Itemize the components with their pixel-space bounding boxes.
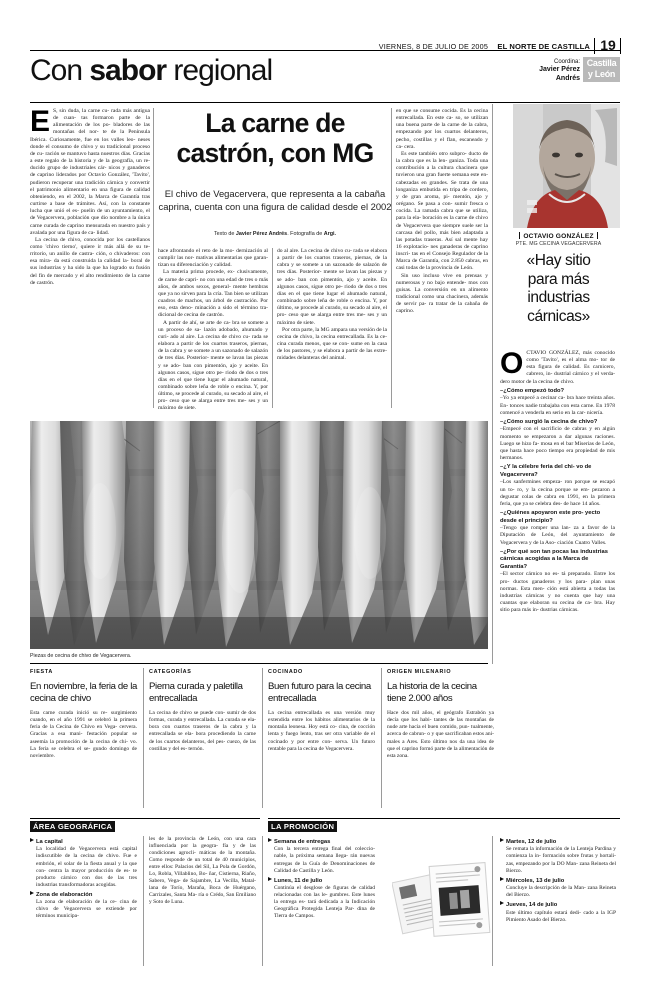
- bottom-column-area-geografica-2: [149, 836, 256, 906]
- coordinator-label: Coordina:: [553, 59, 580, 65]
- bottom-column-promocion-1: [268, 836, 375, 920]
- article-column-mid-1: [158, 248, 268, 413]
- feature-body: [30, 710, 137, 760]
- interview-question: –¿Cómo empezó todo?: [500, 387, 565, 394]
- bottom-body: [268, 846, 375, 874]
- bottom-subhead: [500, 877, 616, 885]
- bullet-triangle-icon: [30, 838, 34, 842]
- byline-author: Javier Pérez Andrés: [235, 231, 288, 237]
- feature-box-origen-milenario: [387, 668, 494, 760]
- bottom-subhead: [268, 877, 375, 885]
- bottom-rule-col-1: [143, 836, 144, 966]
- interview-answer: –Tengo que romper una lan- za a favor de la Diputación de León, del ayuntamiento de Vegacervera y de la Aso- ciación Cuatro Valles.: [500, 525, 615, 546]
- feature-kicker: COCINADO: [268, 669, 303, 675]
- bottom-body: [149, 836, 256, 906]
- feature-rule-3: [381, 668, 382, 808]
- masthead-bottom-rule: [30, 102, 620, 103]
- byline-mid: . Fotografía de: [287, 231, 324, 237]
- interview-question: –¿Cómo surgió la cecina de chivo?: [500, 418, 598, 425]
- bottom-body-text: Continúa el desglose de figuras de calidad relacionadas con las le- gumbres. Este lunes la entrega es- tará dedicada a la Indicación Geográfica Protegida Lenteja Par- dina de Tierra de Campos.: [274, 885, 375, 920]
- section-header-la-promocion: LA PROMOCIÓN: [268, 821, 337, 832]
- logo-line-2: y León: [587, 69, 616, 79]
- feature-box-fiesta: [30, 668, 137, 760]
- feature-box-categorias: [149, 668, 256, 753]
- section-title: [30, 54, 272, 88]
- interview-portrait-photo: [513, 104, 620, 228]
- bottom-rule-right: [268, 818, 620, 819]
- bottom-subhead-text: Semana de entregas: [274, 839, 331, 845]
- feature-headline: Buen futuro para la cecina entrecallada: [268, 681, 371, 704]
- bottom-rule-left: [30, 818, 260, 819]
- column-rule-3: [391, 108, 392, 408]
- bottom-body: [500, 885, 616, 899]
- publication-name: EL NORTE DE CASTILLA: [497, 42, 590, 51]
- feature-kicker: FIESTA: [30, 669, 53, 675]
- column-rule-2: [272, 248, 273, 408]
- feature-body: [268, 710, 375, 753]
- feature-body: [387, 710, 494, 760]
- paragraph: La materia prima procede, ex- clusivamente, de carne de capri- no con una edad de tres o más años, de ambos sexos, general- mente hembras que ya no sirven para la cría. Tan bien se utilizan cuadros de machos, un árbol de castración. Por eso, esta deno- minación a sido el término tra- dicional de cecina de castrón.: [158, 269, 268, 319]
- drop-cap: E: [30, 105, 51, 138]
- article-column-left: [30, 105, 150, 287]
- castilla-y-leon-logo: [583, 57, 620, 82]
- bottom-subhead-text: Lunes, 11 de julio: [274, 877, 323, 884]
- paragraph-text: S, sin duda, la carne cu- rada más antigua de cuan- tas formaron parte de la alimentación de los po- bladores de las montañas del nor- te de la Península Ibérica. Curiosamente, fue en los valles leo- neses donde el consumo de chivo y su tradicional proceso de cu- ración se mantuvo hasta nuestros días. Gracias a este regalo de la historia y de la geografía, un re- ducido grupo de industriales cár- nicos y ganaderos de caprino liderados por Octavio González, 'Tavito', pudieron recuperar una tradición cárnica y convertir el patrimonio alimentario en una figura de calidad obteniendo, en el 2002, la Marca de Garantía tras curtirse a base de trámites. Así, con la constante lucha que unió el es- puelín de un ayuntamiento, el de Vegacervera, población que dio nombre a la única carne curada de caprino mensurada en nuestro país y avalada por una figura de ca- lidad.: [30, 108, 150, 236]
- quote-line-1: «Hay sitio: [526, 252, 591, 269]
- byline-prefix: Texto de: [213, 231, 236, 237]
- bottom-column-promocion-2: [500, 836, 616, 924]
- bottom-subhead-text: Martes, 12 de julio: [506, 839, 557, 845]
- bullet-triangle-icon: [500, 838, 504, 842]
- paragraph: A partir de ahí, se arte de ca- bra se somete a un proceso de sa- lazón adobado, ahumado y curi- ado al aire. La cecina de chivo cu- rada se elabora a partir de los cuartos traseros, piernas, de la cabra y se somete a un sazonado de salazón de tres días. Posterior- mente se lavan las piezas y se ado- ban con pimentón, ajo y aceite. En algunos casos, sigue otro pe- riodo de dos o tres días en el que tiene lugar el ahumado natural, combinado sobre leña de roble o encina. Y, por último, se procede al curado, su secado al aire, el pro- ceso que se alarga entre tres me- ses y un máximo de siete.: [158, 319, 268, 412]
- feature-rule-2: [262, 668, 263, 808]
- bottom-subhead-text: Jueves, 14 de julio: [506, 902, 558, 909]
- interview-pull-quote: [497, 252, 620, 326]
- interview-answer: –Empecé con el sacrificio de cabras y en algún momento se empezaron a dar algunas raciones. Luego se hizo fa- mosa en el bar Miserias de León, que hasta hace poco tiempo era propiedad de mis hermanos.: [500, 426, 615, 462]
- drop-cap: O: [500, 347, 524, 380]
- interview-answer: –Yo ya empecé a cecinar ca- bra hace treinta años. En- tonces nadie trabajaba con esta carne. En 1978 comencé a venderla en serio en la car- nicería.: [500, 395, 615, 416]
- bottom-subhead: [500, 901, 616, 909]
- bottom-body: [30, 846, 137, 888]
- bullet-triangle-icon: [500, 901, 504, 905]
- page-number: 19: [600, 37, 616, 53]
- bottom-body: [30, 899, 137, 920]
- feature-rule-1: [143, 668, 144, 808]
- section-title-part-3: regional: [166, 54, 273, 87]
- promo-guide-photo: [392, 857, 492, 957]
- bottom-body-text: La zona de elaboración de la ce- cina de chivo de Vegacervera se extiende por términos municipa-: [36, 899, 137, 920]
- feature-headline: La historia de la cecina tiene 2.000 años: [387, 681, 477, 704]
- quote-line-3: industrias: [527, 289, 590, 306]
- bullet-triangle-icon: [30, 891, 34, 895]
- feature-kicker: ORIGEN MILENARIO: [387, 669, 452, 675]
- bottom-subhead: [30, 891, 137, 899]
- interview-answer: –El sector cárnico no es- tá preparado. Entre los pro- ductos ganaderos y los para- plan unas normas. Esta men- ción está abierta a todas las industrias cárnicas y no cuenta que hay una cuantas que elaboran su cecina de ca- bra. Hay sitio para más in- dustrias cárnicas.: [500, 571, 615, 614]
- masthead-divider-2: [620, 38, 621, 54]
- coordinator-name-line1: Javier Pérez: [539, 66, 580, 73]
- bottom-body-text: Con la tercera entrega final del coleccio- nable, la próxima semana llega- rán nuevas entregas de la Guía de Denominaciones de Calidad de Castilla y León.: [274, 846, 375, 874]
- feature-body-text: La cecina de chivo se puede con- sumir de dos formas, curada y entrecallada. La curada se ela- bora con cuartos traseros de la cabra y la entrecallada se ela- bora procediendo la carne de los cuartos delanteros, del pes- cuezo, de las costillas y del es- ternón.: [149, 710, 256, 752]
- interview-intro: [500, 347, 615, 386]
- article-headline: [160, 108, 390, 168]
- column-rule-1: [153, 108, 154, 408]
- interview-subject-name: [497, 232, 620, 241]
- bottom-subhead-text: Zona de elaboración: [36, 891, 93, 898]
- byline-photographer: Argi.: [323, 231, 337, 237]
- interview-question: –¿Quiénes apoyaron este pro- yecto desde el principio?: [500, 510, 601, 524]
- feature-boxes-top-rule: [30, 663, 488, 664]
- bottom-body: [268, 885, 375, 920]
- paragraph: [30, 105, 150, 237]
- section-title-part-1: Con: [30, 54, 90, 87]
- article-column-mid-2: [277, 248, 387, 363]
- rail-divider: [492, 104, 493, 664]
- feature-headline: En noviembre, la feria de la cecina de chivo: [30, 681, 137, 704]
- paragraph: La cecina de chivo, conocida por los castellanos como 'chivo tierno', quiere ir más allá de su te- rritorio, un anillo de castra- ción, o chivaderos: con esa mira- da está construida la calidad la- boral de sus industrias y ha sido la que ha logrado su fusión del fin de mercado y el alto rendimiento de la carne de castrón.: [30, 236, 150, 286]
- coordinator-credit: [539, 58, 580, 83]
- article-column-right: [396, 108, 488, 316]
- masthead-divider-1: [594, 38, 595, 54]
- feature-body: [149, 710, 256, 753]
- interview-name-text: OCTAVIO GONZÁLEZ: [523, 233, 594, 240]
- masthead-dateline: [379, 40, 590, 53]
- paragraph: en que se consume cocida. Es la cecina entrecallada. En este ca- so, se utilizan una buena parte de la carne de la cabra, empezando por los cuartos delanteros, pecho, costillas y el flan, escaneado y ca- cera.: [396, 108, 488, 150]
- bottom-body-text: Concluye la descripción de la Man- zana Reineta del Bierzo.: [506, 885, 616, 899]
- main-photo-hanging-cured-meat: [30, 421, 488, 649]
- section-header-area-geografica: ÁREA GEOGRÁFICA: [30, 821, 115, 832]
- logo-line-1: Castilla: [586, 58, 617, 68]
- main-photo-caption: Piezas de cecina de chivo de Vegacervera.: [30, 653, 132, 659]
- feature-body-text: Esta carne curada inició su re- surgimiento cuando, en el año 1991 se celebró la primera feria de la Cecina de Chivo en Vega- cervera. Gracias a esa mani- festación popular se aseemía la promoción de la cecina de chi- vo. La feria se celebra el se- gundo domingo de noviembre.: [30, 710, 137, 759]
- bottom-body-text: les de la provincia de León, con una cara influenciada por la geogra- fía y de las condiciones agrocli- máticas de la montaña. Como responde de un total de 40 municipios, entre ellos: Palacios del Sil, La Pola de Gordón, Lo, Robla, Villablino, Bo- ñar, Cistierna, Riaño, Sabero, Vega- de Sajambre, La Vecilla, Matal- lana de Torío, Maraña, Boca de Huérgano, Carrizales, Santa Ma- ría o Crédo, San Emiliano y Soto de Luna.: [149, 836, 256, 906]
- bullet-triangle-icon: [268, 838, 272, 842]
- interview-question: –¿Y la célebre feria del chi- vo de Vegacervera?: [500, 464, 592, 478]
- feature-kicker: CATEGORÍAS: [149, 669, 192, 675]
- bottom-subhead-text: La capital: [36, 839, 63, 845]
- headline-line-1: La carne de: [205, 108, 345, 138]
- bottom-rule-col-3: [492, 836, 493, 966]
- feature-box-cocinado: [268, 668, 375, 753]
- bottom-body: [500, 846, 616, 874]
- paragraph: Por otra parte, la MG ampara una versión de la cecina de chivo, la cecina entrecallada. Es la ce- cina curada menos, que se con- sume en la casa de los pastores, y se elabora a partir de las extre- midades delanteras del animal.: [277, 326, 388, 362]
- bottom-column-area-geografica-1: [30, 836, 137, 920]
- interview-subject-role: PTE. MG CECINA VEGACERVERA: [515, 241, 602, 247]
- publication-date: VIERNES, 8 DE JULIO DE 2005: [378, 42, 489, 51]
- paragraph: Sin uso incluso vive en prensas y numerosas y no bajo entende- mos con guisas. La conversión en un alimento tradicional como una chacinera, además de servir pa- ra tratar de la cabaña de caprino.: [396, 272, 488, 315]
- bottom-body-text: Este último capítulo estará dedi- cado a la IGP Pimiento Asado del Bierzo.: [506, 909, 616, 923]
- bottom-body-text: La localidad de Vegacervera está capital indiscutible de la cecina de chivo. Fue e embrión, el solar de la fiesta anual y la que con- centra la mayor producción de es- te producto cárnico con dos de las tres industrias transformadoras acogidas.: [36, 846, 137, 888]
- interview-answer: –Los sanfermines empeza- ron porque se escapó un to- ro, y la cecina porque se em- pezaron a degustar colas de cabra en 1991, en la primera feria, que ya se celebra des- de hace 14 años.: [500, 479, 615, 507]
- paragraph: hace afrontando el reto de la mo- dernización al cumplir las nor- mativas alimentarias que garan- tizan su diferenciación y calidad.: [158, 248, 268, 269]
- quote-line-4: cárnicas»: [527, 307, 590, 325]
- feature-headline: Pierna curada y paletilla entrecallada: [149, 681, 243, 704]
- section-title-part-2: sabor: [89, 54, 167, 87]
- bullet-triangle-icon: [500, 877, 504, 881]
- interview-question: –¿Por qué son tan pocas las industrias cárnicas acogidas a la Marca de Garantía?: [500, 548, 608, 570]
- feature-body-text: Hace dos mil años, el geógrafo Estrabón ya decía que los habi- tantes de las montañas de nude arte hacia el buen comido, pun- tualmente, acerca de cabrun- o y que sacrificaban estos ani- males a Ares. Esto último nos da una idea de que el caprino formó parte de la alimentación de esta zona.: [387, 710, 494, 759]
- article-byline: [158, 230, 392, 238]
- bottom-subhead-text: Miércoles, 13 de julio: [506, 877, 565, 884]
- portrait-artwork: [513, 104, 620, 228]
- bottom-body: [500, 910, 616, 924]
- interview-body: [500, 347, 615, 614]
- article-subhead: El chivo de Vegacervera, que representa a la cabaña caprina, cuenta con una figura de calidad desde el 2002: [158, 188, 392, 212]
- paragraph: Es este también otro subpro- ducto de la cabra que es la len- ganiza. Toda una contribución a la cultura chacinera que tuvieron una gran fuerte semana este en- cabezadas en grandes. Se trata de una longaniza embutida en tripa de cordero, y de gran aroma, pi- mentón, ajo y orégano. Se pasa a con- sumir fresca o cocida. La ramada cabra que se utiliza, para la ela- boración es la carne de chivo de Vegacervera que siempre suele ser la carcasa del pollo, más bien adaptada a las potadas traseras. Así sal mente hay 16 explotacio- nes ganaderas de caprino inscri- tas en el Consejo Regulador de la Marca de Garantía, con 2.850 cabras, en casi todas de la provincia de León.: [396, 150, 488, 272]
- photo-artwork: [30, 421, 488, 649]
- bullet-triangle-icon: [268, 877, 272, 881]
- headline-line-2: castrón, con MG: [176, 138, 374, 168]
- paragraph: do al aire. La cecina de chivo cu- rada se elabora a partir de los cuartos traseros, piernas, de la cabra y se somete a un sazonado de salazón de tres días. Posterior- mente se lavan las piezas y se ado- ban con pimentón, ajo y aceite. En algunos casos, sigue otro pe- riodo de dos o tres días en el que tiene lugar el ahumado natural, combinado sobre leña de roble o encina. Y, por último, se procede al curado, su secado al aire, el pro- ceso que se alarga entre tres me- ses y un máximo de siete.: [277, 248, 387, 326]
- interview-intro-text: CTAVIO GONZÁLEZ, más conocido como 'Tavito', es el alma mo- tor de esta figura de calidad. Es carnicero, cabrero, in- dustrial cárnico y el verda- dero motor de la cecina de chivo.: [500, 350, 615, 385]
- feature-body-text: La cecina entrecallada es una versión muy extendida entre los hábitos alimentarios de la montaña leonesa. Hoy está co- cina, de cocción lenta y fuego lento, tras ser otra variable de el cocinado y por entre con- serva. Un futuro rentable para la cecina de Vegacervera.: [268, 710, 375, 752]
- quote-line-2: para más: [527, 270, 590, 288]
- promo-photo-artwork: [392, 857, 492, 957]
- bottom-body-text: Se remata la información de la Lenteja Pardina y comienza la in- formación sobre frutas y hortali- zas, empezando por la DO Man- zana Reineta del Bierzo.: [506, 846, 616, 874]
- bottom-rule-col-2: [262, 836, 263, 966]
- bottom-subhead: [30, 838, 137, 846]
- coordinator-name-line2: Andrés: [555, 74, 580, 82]
